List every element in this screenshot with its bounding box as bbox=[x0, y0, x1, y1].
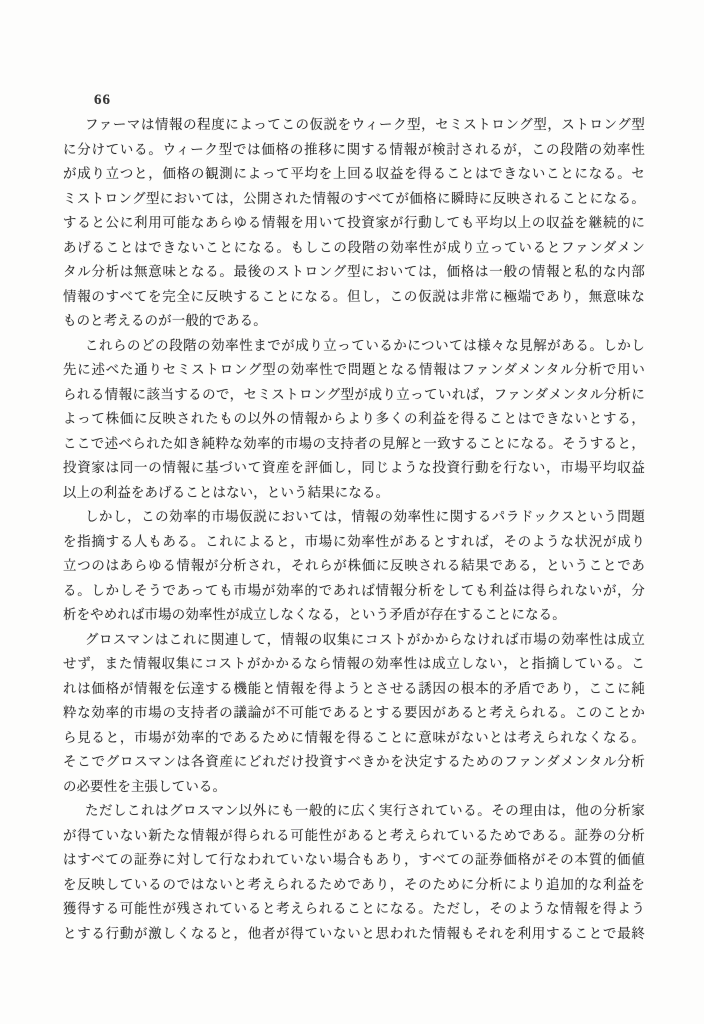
text-line: ただしこれはグロスマン以外にも一般的に広く実行されている。その理由は，他の分析家 bbox=[85, 803, 645, 818]
text-line: しかし，この効率的市場仮説においては，情報の効率性に関するパラドックスという問題 bbox=[85, 509, 645, 524]
text-line: せず，また情報収集にコストがかかるなら情報の効率性は成立しない，と指摘している。こ bbox=[63, 656, 645, 671]
text-line: が得ていない新たな情報が得られる可能性があると考えられているためである。証券の分析 bbox=[63, 827, 645, 843]
text-line: 投資家は同一の情報に基づいて資産を評価し，同じような投資行動を行ない，市場平均収益 bbox=[63, 460, 645, 475]
text-line: ものと考えるのが一般的である。 bbox=[63, 313, 267, 328]
text-line: ミストロング型においては，公開された情報のすべてが価格に瞬時に反映されることになる。 bbox=[63, 190, 645, 206]
text-line: 析をやめれば市場の効率性が成立しなくなる，という矛盾が存在することになる。 bbox=[63, 607, 566, 622]
text-line: に分けている。ウィーク型では価格の推移に関する情報が検討されるが，この段階の効率性 bbox=[63, 141, 645, 157]
text-line: 粋な効率的市場の支持者の議論が不可能であるとする要因があると考えられる。このことか bbox=[63, 705, 645, 720]
text-line: そこでグロスマンは各資産にどれだけ投資すべきかを決定するためのファンダメンタル分析 bbox=[63, 754, 645, 769]
text-line: れは価格が情報を伝達する機能と情報を得ようとさせる誘因の根本的矛盾であり，ここに純 bbox=[63, 680, 645, 696]
text-line: 獲得する可能性が残されていると考えられることになる。ただし，そのような情報を得よう bbox=[63, 901, 645, 916]
text-line: グロスマンはこれに関連して，情報の収集にコストがかからなければ市場の効率性は成立 bbox=[85, 631, 645, 647]
text-line: ら見ると，市場が効率的であるために情報を得ることに意味がないとは考えられなくなる。 bbox=[63, 729, 645, 745]
text-line: これらのどの段階の効率性までが成り立っているかについては様々な見解がある。しかし bbox=[85, 337, 645, 353]
text-line: 先に述べた通りセミストロング型の効率性で問題となる情報はファンダメンタル分析で用い bbox=[63, 362, 645, 377]
text-line: タル分析は無意味となる。最後のストロング型においては，価格は一般の情報と私的な内部 bbox=[63, 264, 645, 279]
text-line: 立つのはあらゆる情報が分析され，それらが株価に反映される結果である，ということであ bbox=[63, 558, 645, 573]
text-line: ここで述べられた如き純粋な効率的市場の支持者の見解と一致することになる。そうすると， bbox=[63, 435, 645, 451]
text-line: の必要性を主張している。 bbox=[63, 778, 227, 794]
text-line: を指摘する人もある。これによると，市場に効率性があるとすれば，そのような状況が成り bbox=[63, 533, 645, 549]
page-number: 66 bbox=[94, 92, 111, 108]
text-line: られる情報に該当するので，セミストロング型が成り立っていれば，ファンダメンタル分析に bbox=[63, 386, 645, 402]
text-line: あげることはできないことになる。もしこの段階の効率性が成り立っているとファンダメン bbox=[63, 239, 645, 255]
text-line: はすべての証券に対して行なわれていない場合もあり，すべての証券価格がその本質的価値 bbox=[63, 852, 645, 867]
text-line: ファーマは情報の程度によってこの仮説をウィーク型，セミストロング型，ストロング型 bbox=[85, 117, 645, 132]
text-line: 情報のすべてを完全に反映することになる。但し，この仮説は非常に極端であり，無意味な bbox=[63, 288, 645, 304]
text-line: とする行動が激しくなると，他者が得ていないと思われた情報もそれを利用することで最終 bbox=[63, 925, 645, 941]
text-line: 以上の利益をあげることはない，という結果になる。 bbox=[63, 484, 390, 500]
text-line: よって株価に反映されたもの以外の情報からより多くの利益を得ることはできないとする， bbox=[63, 411, 645, 426]
text-line: が成り立つと，価格の観測によって平均を上回る収益を得ることはできないことになる。セ bbox=[63, 166, 645, 181]
text-line: すると公に利用可能なあらゆる情報を用いて投資家が行動しても平均以上の収益を継続的に bbox=[63, 215, 645, 230]
page-body-text bbox=[63, 113, 645, 946]
text-line: を反映しているのではないと考えられるためであり，そのために分析により追加的な利益を bbox=[63, 876, 645, 892]
text-line: る。しかしそうであっても市場が効率的であれば情報分析をしても利益は得られないが，分 bbox=[63, 582, 645, 598]
